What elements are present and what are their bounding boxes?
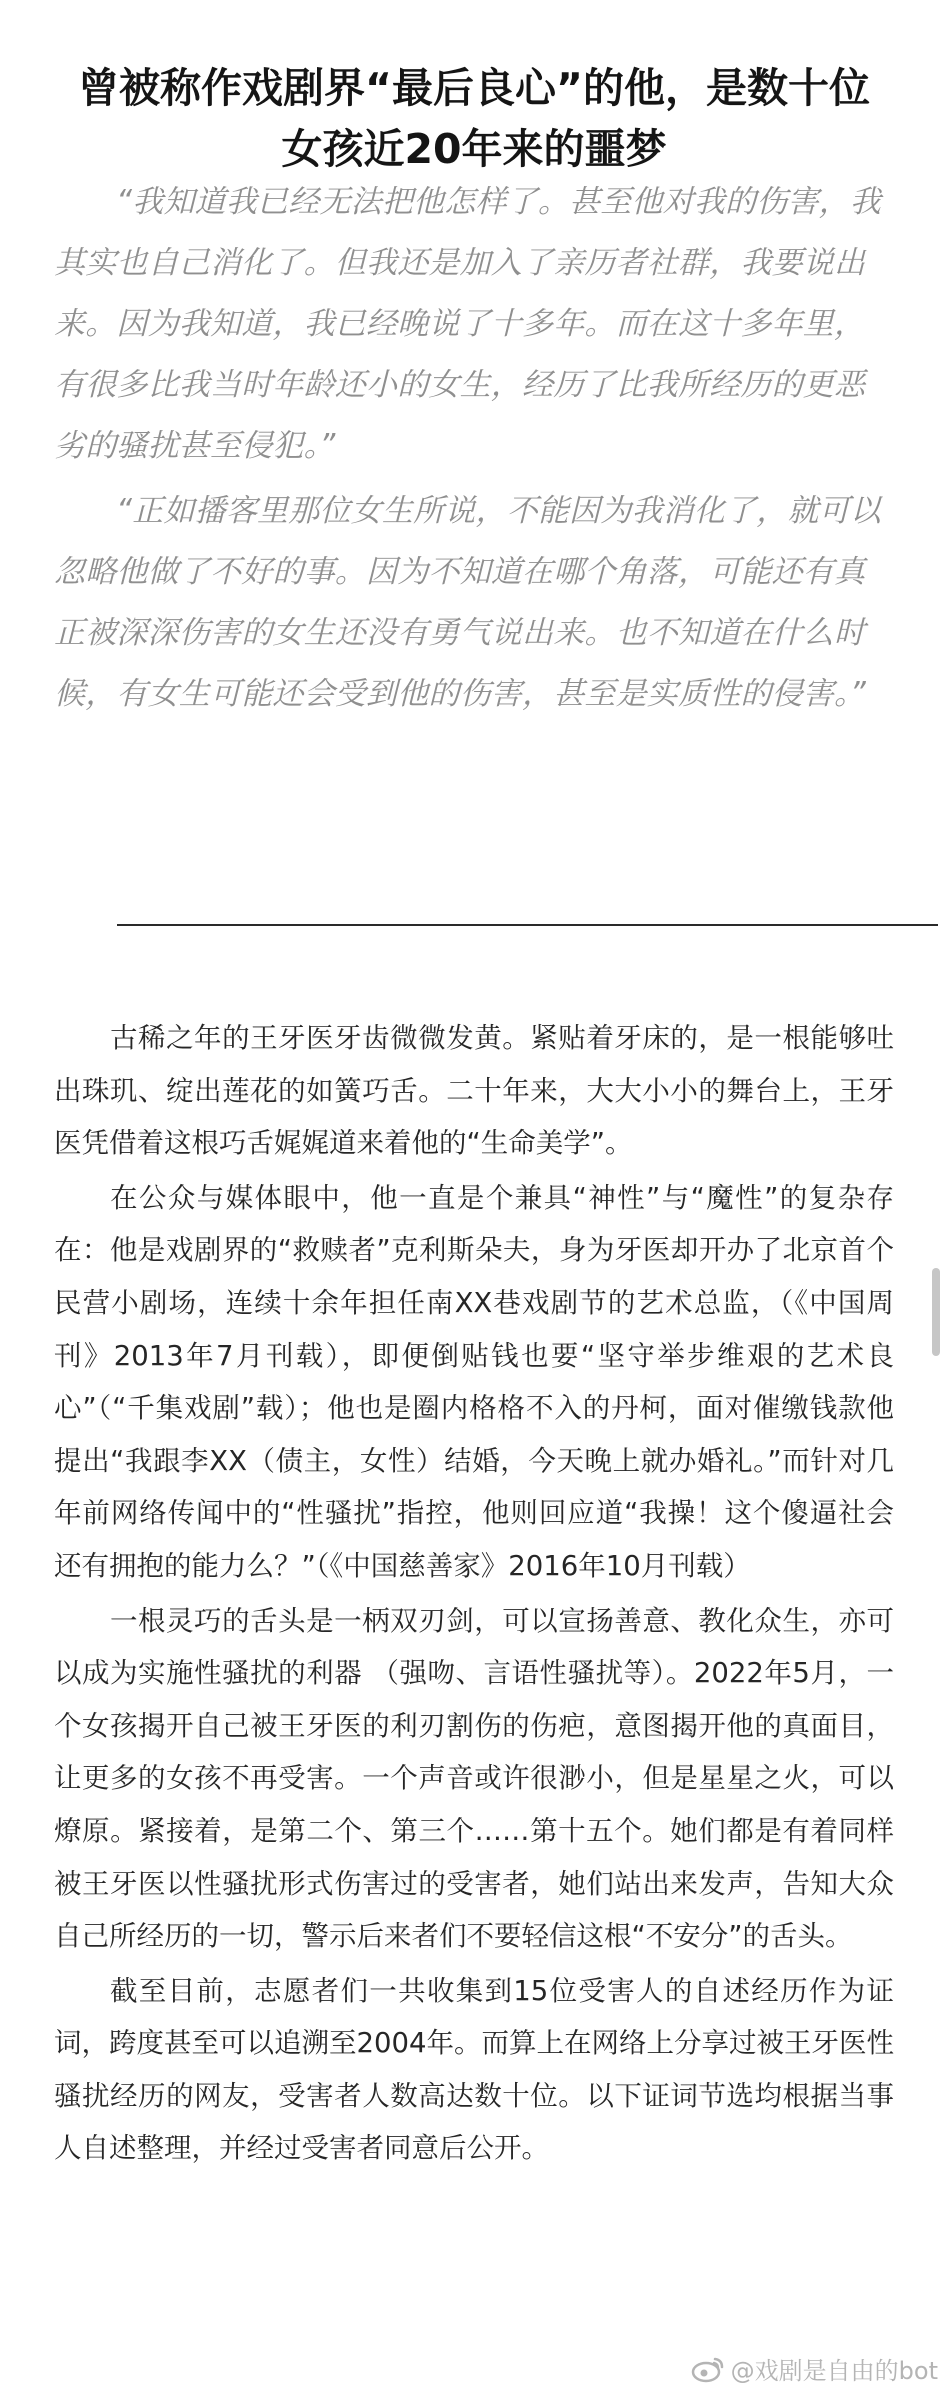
- body-paragraph: 一根灵巧的舌头是一柄双刃剑，可以宣扬善意、教化众生，亦可以成为实施性骚扰的利器 （强吻、言语性骚扰等）。2022年5月，一个女孩揭开自己被王牙医的利刃割伤的伤疤，意图揭开他的真面目，让更多的女孩不再受害。一个声音或许很渺小，但是星星之火，可以燎原。紧接着，是第二个、第三个……第十五个。她们都是有着同样被王牙医以性骚扰形式伤害过的受害者，她们站出来发声，告知大众自己所经历的一切，警示后来者们不要轻信这根“不安分”的舌头。: [54, 1604, 894, 1953]
- body-paragraph: 截至目前，志愿者们一共收集到15位受害人的自述经历作为证词，跨度甚至可以追溯至2004年。而算上在网络上分享过被王牙医性骚扰经历的网友，受害者人数高达数十位。以下证词节选均根据当事人自述整理，并经过受害者同意后公开。: [54, 1974, 894, 2165]
- article-title-line2: 女孩近20年来的噩梦: [281, 125, 667, 173]
- article-title-line1: 曾被称作戏剧界“最后良心”的他，是数十位: [78, 64, 870, 112]
- scrollbar-thumb[interactable]: [932, 1268, 940, 1356]
- watermark: [691, 2351, 938, 2386]
- body-paragraph: 古稀之年的王牙医牙齿微微发黄。紧贴着牙床的，是一根能够吐出珠玑、绽出莲花的如簧巧舌。二十年来，大大小小的舞台上，王牙医凭借着这根巧舌娓娓道来着他的“生命美学”。: [54, 1022, 894, 1160]
- quote-paragraph: “我知道我已经无法把他怎样了。甚至他对我的伤害，我其实也自己消化了。但我还是加入了亲历者社群，我要说出来。因为我知道，我已经晚说了十多年。而在这十多年里，有很多比我当时年龄还小的女生，经历了比我所经历的更恶劣的骚扰甚至侵犯。”: [54, 184, 882, 464]
- quote-paragraph: “正如播客里那位女生所说，不能因为我消化了，就可以忽略他做了不好的事。因为不知道在哪个角落，可能还有真正被深深伤害的女生还没有勇气说出来。也不知道在什么时候，有女生可能还会受到他的伤害，甚至是实质性的侵害。”: [54, 493, 882, 712]
- watermark-text: @戏剧是自由的bot: [730, 2357, 938, 2385]
- quote-block: [0, 0, 948, 729]
- body-paragraph: 在公众与媒体眼中，他一直是个兼具“神性”与“魔性”的复杂存在：他是戏剧界的“救赎者”克利斯朵夫，身为牙医却开办了北京首个民营小剧场，连续十余年担任南XX巷戏剧节的艺术总监，（《中国周刊》2013年7月刊载），即便倒贴钱也要“坚守举步维艰的艺术良心”（“千集戏剧”载）；他也是圈内格格不入的丹柯，面对催缴钱款他提出“我跟李XX（债主，女性）结婚，今天晚上就办婚礼。”而针对几年前网络传闻中的“性骚扰”指控，他则回应道“我操！这个傻逼社会还有拥抱的能力么？”（《中国慈善家》2016年10月刊载）: [54, 1181, 894, 1582]
- section-divider: [117, 924, 938, 926]
- article-body: [54, 1012, 894, 2177]
- weibo-icon: [691, 2355, 725, 2383]
